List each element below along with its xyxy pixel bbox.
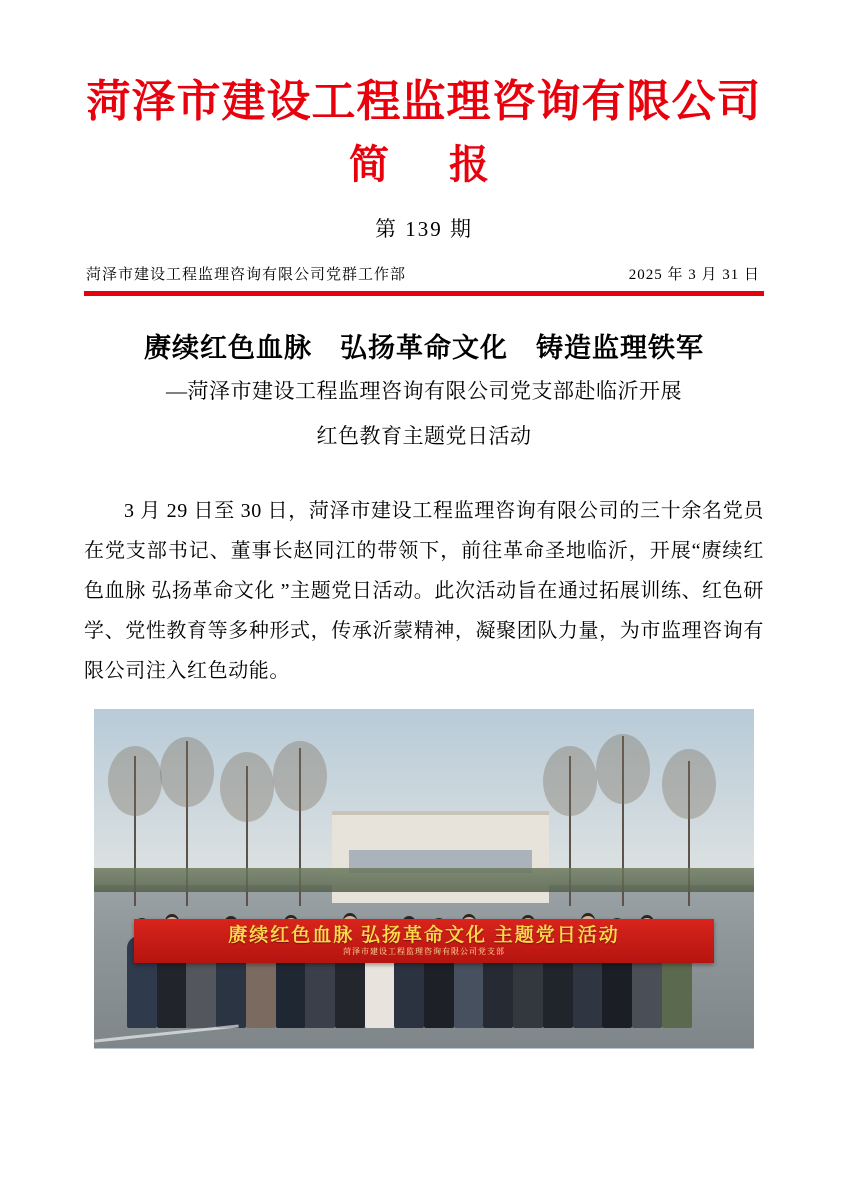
bulletin-title: 简 报: [349, 142, 499, 187]
article-body: 3 月 29 日至 30 日，菏泽市建设工程监理咨询有限公司的三十余名党员在党支部书记、董事长赵同江的带领下，前往革命圣地临沂，开展“赓续红色血脉 弘扬革命文化 ”主题党日活动。此次活动旨在通过拓展训练、红色研学、党性教育等多种形式，传承沂蒙精神，凝聚团队力量，为市监理咨询有限公司注入红色动能。: [84, 499, 764, 682]
company-title: 菏泽市建设工程监理咨询有限公司: [86, 77, 762, 126]
issue-date: 2025 年 3 月 31 日: [628, 267, 760, 283]
article-subhead-line1: —菏泽市建设工程监理咨询有限公司党支部赴临沂开展: [166, 379, 682, 403]
issuing-department: 菏泽市建设工程监理咨询有限公司党群工作部: [86, 267, 407, 283]
banner-main-text: 赓续红色血脉 弘扬革命文化 主题党日活动: [228, 925, 620, 947]
photo-red-banner: [134, 919, 715, 963]
byline-row: [84, 263, 764, 284]
masthead-divider: [84, 291, 764, 296]
article-headline: 赓续红色血脉 弘扬革命文化 铸造监理铁军: [144, 333, 704, 363]
issue-number: 第 139 期: [375, 217, 473, 241]
article-photo: [94, 709, 754, 1049]
article-subhead-line2: 红色教育主题党日活动: [316, 423, 532, 448]
banner-sub-text: 菏泽市建设工程监理咨询有限公司党支部: [342, 947, 505, 957]
